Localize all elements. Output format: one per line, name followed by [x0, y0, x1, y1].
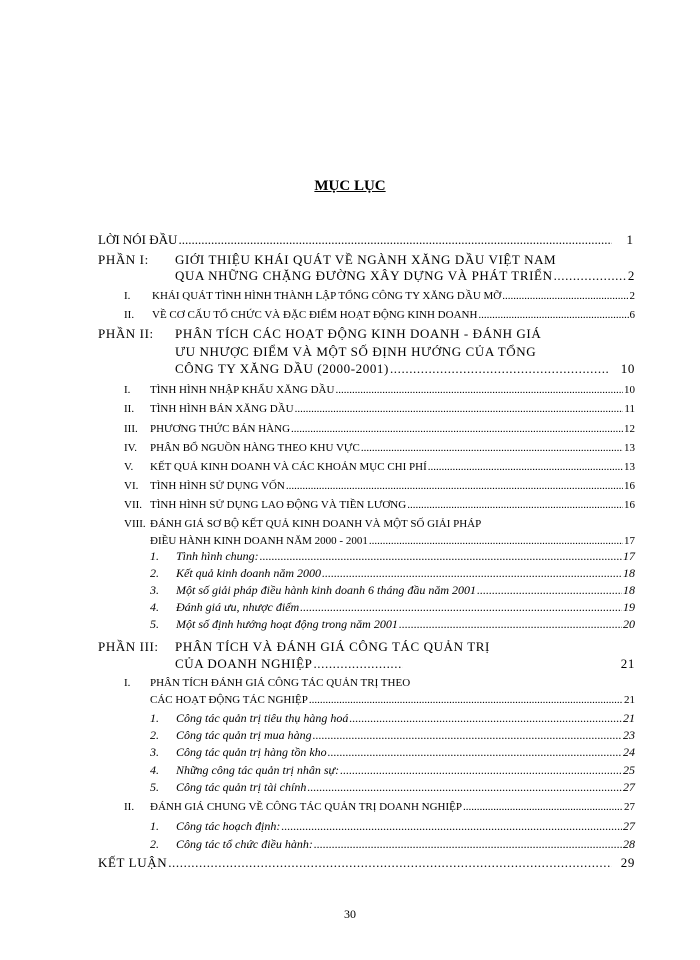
toc-entry-number: 4.: [150, 600, 159, 614]
toc-subentry[interactable]: [150, 712, 635, 724]
toc-entry-label: QUA NHỮNG CHẶNG ĐƯỜNG XÂY DỰNG VÀ PHÁT TRIỂN: [175, 268, 553, 283]
toc-entry-label: Một số giải pháp điều hành kinh doanh 6 tháng đầu năm 2001: [176, 583, 476, 597]
dot-leader: [340, 764, 622, 776]
toc-entry-page: 27: [624, 801, 635, 813]
dot-leader: [478, 310, 628, 321]
dot-leader: [428, 462, 623, 473]
toc-entry-page: 6: [629, 309, 635, 321]
toc-entry-label: Một số định hướng hoạt động trong năm 2001: [176, 617, 398, 631]
dot-leader: [291, 424, 623, 435]
toc-subentry[interactable]: [150, 601, 635, 613]
dot-leader: [322, 567, 622, 579]
toc-entry[interactable]: [124, 481, 635, 492]
part-title-line: ƯU NHƯỢC ĐIỂM VÀ MỘT SỐ ĐỊNH HƯỚNG CỦA TỔNG: [175, 344, 537, 359]
toc-entry-page: 10: [624, 384, 635, 396]
toc-entry-page: 13: [624, 461, 635, 473]
toc-subentry[interactable]: [150, 584, 635, 596]
part-number: PHẦN I:: [98, 252, 149, 267]
toc-subentry[interactable]: [150, 781, 635, 793]
toc-entry-number: V.: [124, 461, 134, 473]
toc-entry-number: 2.: [150, 566, 159, 580]
toc-entry-page: 18: [623, 583, 635, 597]
dot-leader: [307, 781, 622, 793]
toc-entry-ket-luan[interactable]: [98, 856, 635, 869]
toc-entry-number: 2.: [150, 837, 159, 851]
toc-entry-page: 29: [620, 855, 635, 870]
toc-subentry[interactable]: [150, 550, 635, 562]
toc-entry-label: TÌNH HÌNH SỬ DỤNG VỐN: [150, 480, 285, 492]
part-title-line: GIỚI THIỆU KHÁI QUÁT VỀ NGÀNH XĂNG DẦU VIỆT NAM: [175, 252, 557, 267]
toc-entry-phan-1[interactable]: [175, 269, 635, 282]
toc-entry-label: Công tác quản trị hàng tồn kho: [176, 745, 327, 759]
toc-entry-page: 12: [624, 423, 635, 435]
toc-entry-label: TÌNH HÌNH SỬ DỤNG LAO ĐỘNG VÀ TIỀN LƯƠNG: [150, 499, 407, 511]
toc-entry-page: 25: [623, 763, 635, 777]
toc-entry-page: 11: [624, 403, 635, 415]
part-title-line: PHÂN TÍCH VÀ ĐÁNH GIÁ CÔNG TÁC QUẢN TRỊ: [175, 639, 490, 654]
toc-entry-label: Tình hình chung:: [176, 549, 259, 563]
toc-entry[interactable]: [124, 462, 635, 473]
dot-leader: [407, 500, 623, 511]
page-number: 30: [344, 907, 356, 921]
dot-leader: [286, 481, 623, 492]
toc-entry-page: 19: [623, 600, 635, 614]
toc-entry-label: PHƯƠNG THỨC BÁN HÀNG: [150, 423, 291, 435]
dot-leader: [390, 362, 610, 375]
toc-entry-number: I.: [124, 677, 131, 689]
toc-entry-number: II.: [124, 309, 135, 321]
toc-entry-page: 27: [623, 780, 635, 794]
toc-entry-label: Công tác quản trị mua hàng: [176, 728, 312, 742]
toc-entry-number: 1.: [150, 711, 159, 725]
toc-entry-label: Những công tác quản trị nhân sự:: [176, 763, 340, 777]
toc-entry-label: PHÂN BỔ NGUỒN HÀNG THEO KHU VỰC: [150, 442, 360, 454]
toc-entry[interactable]: [124, 443, 635, 454]
toc-entry-label: LỜI NÓI ĐẦU: [98, 232, 178, 247]
dot-leader: [554, 269, 627, 282]
toc-entry-label: PHÂN TÍCH ĐÁNH GIÁ CÔNG TÁC QUẢN TRỊ THEO: [150, 677, 411, 689]
toc-entry-page: 10: [620, 361, 635, 376]
dot-leader: [399, 618, 622, 630]
toc-entry-label: Công tác hoạch định:: [176, 819, 281, 833]
toc-entry-page: 23: [623, 728, 635, 742]
dot-leader: [309, 695, 623, 706]
toc-entry-number: 2.: [150, 728, 159, 742]
toc-entry-label: Đánh giá ưu, nhược điểm: [176, 600, 300, 614]
toc-entry-label: KHÁI QUÁT TÌNH HÌNH THÀNH LẬP TỔNG CÔNG TY XĂNG DẦU MỠ: [152, 290, 502, 302]
toc-entry-page: 21: [623, 711, 635, 725]
toc-entry-page: 21: [624, 694, 635, 706]
toc-entry-number: 3.: [150, 745, 159, 759]
dot-leader: [178, 233, 612, 246]
page-title: MỤC LỤC: [314, 178, 386, 194]
toc-entry-page: 20: [623, 617, 635, 631]
toc-entry-number: II.: [124, 801, 135, 813]
toc-entry-label: Công tác quản trị tiêu thụ hàng hoá: [176, 711, 349, 725]
toc-entry-number: VII.: [124, 499, 143, 511]
toc-entry-number: 5.: [150, 780, 159, 794]
toc-entry-label: ĐÁNH GIÁ SƠ BỘ KẾT QUẢ KINH DOANH VÀ MỘT SỐ GIẢI PHÁP: [150, 518, 482, 530]
toc-entry-phan-2[interactable]: [175, 362, 635, 375]
dot-leader: [300, 601, 622, 613]
toc-entry-page: 1: [626, 232, 633, 247]
toc-entry-page: 16: [624, 499, 635, 511]
toc-entry-number: 5.: [150, 617, 159, 631]
toc-entry-label: CỦA DOANH NGHIỆP: [175, 656, 313, 671]
toc-entry-number: 3.: [150, 583, 159, 597]
toc-entry-label: VỀ CƠ CẤU TỔ CHỨC VÀ ĐẶC ĐIỂM HOẠT ĐỘNG KINH DOANH: [152, 309, 478, 321]
toc-entry[interactable]: [150, 695, 635, 706]
toc-entry[interactable]: [124, 802, 635, 813]
toc-subentry[interactable]: [150, 729, 635, 741]
toc-entry-number: III.: [124, 423, 138, 435]
toc-entry-label: CÁC HOẠT ĐỘNG TÁC NGHIỆP: [150, 694, 308, 706]
toc-entry-label: TÌNH HÌNH NHẬP KHẨU XĂNG DẦU: [150, 384, 335, 396]
toc-subentry[interactable]: [150, 746, 635, 758]
toc-entry-page: 27: [623, 819, 635, 833]
toc-subentry[interactable]: [150, 567, 635, 579]
dot-leader: [328, 746, 622, 758]
toc-entry-number: I.: [124, 384, 131, 396]
toc-entry-viii[interactable]: [150, 536, 635, 547]
toc-entry-page: 17: [624, 535, 635, 547]
toc-entry[interactable]: [124, 310, 635, 321]
toc-entry[interactable]: [124, 291, 635, 302]
part-number: PHẦN II:: [98, 326, 154, 341]
toc-entry-number: 1.: [150, 549, 159, 563]
toc-entry-label: KẾT LUẬN: [98, 855, 168, 870]
toc-entry-number: 1.: [150, 819, 159, 833]
toc-entry-label: ĐIỀU HÀNH KINH DOANH NĂM 2000 - 2001: [150, 535, 368, 547]
dot-leader: [295, 404, 624, 415]
toc-entry-loi-noi-dau[interactable]: [98, 233, 633, 246]
toc-entry-page: 2: [627, 268, 635, 283]
toc-entry[interactable]: [124, 424, 635, 435]
part-title-line: PHÂN TÍCH CÁC HOẠT ĐỘNG KINH DOANH - ĐÁNH GIÁ: [175, 326, 542, 341]
toc-entry-number: IV.: [124, 442, 137, 454]
dot-leader: [314, 838, 622, 850]
toc-entry-label: ĐÁNH GIÁ CHUNG VỀ CÔNG TÁC QUẢN TRỊ DOANH NGHIỆP: [150, 801, 462, 813]
dot-leader: [477, 584, 622, 596]
dot-leader: [313, 657, 403, 670]
toc-subentry[interactable]: [150, 838, 635, 850]
toc-subentry[interactable]: [150, 764, 635, 776]
toc-entry[interactable]: [124, 404, 635, 415]
toc-entry-number: I.: [124, 290, 131, 302]
dot-leader: [502, 291, 628, 302]
toc-entry[interactable]: [124, 500, 635, 511]
toc-entry-number: VIII.: [124, 518, 146, 530]
toc-entry-page: 24: [623, 745, 635, 759]
toc-entry-number: II.: [124, 403, 135, 415]
toc-entry-number: VI.: [124, 480, 139, 492]
toc-entry-label: Kết quả kinh doanh năm 2000: [176, 566, 321, 580]
toc-entry-label: TÌNH HÌNH BÁN XĂNG DẦU: [150, 403, 294, 415]
toc-entry-page: 16: [624, 480, 635, 492]
dot-leader: [281, 820, 622, 832]
toc-entry-label: KẾT QUẢ KINH DOANH VÀ CÁC KHOẢN MỤC CHI PHÍ: [150, 461, 427, 473]
dot-leader: [361, 443, 623, 454]
toc-entry-page: 18: [623, 566, 635, 580]
toc-entry-phan-3[interactable]: [175, 657, 635, 670]
toc-entry-page: 21: [620, 656, 635, 671]
toc-subentry[interactable]: [150, 618, 635, 630]
toc-entry-label: Công tác tổ chức điều hành:: [176, 837, 313, 851]
toc-entry-number: 4.: [150, 763, 159, 777]
dot-leader: [168, 856, 612, 869]
part-number: PHẦN III:: [98, 639, 159, 654]
dot-leader: [260, 550, 622, 562]
dot-leader: [335, 385, 623, 396]
dot-leader: [313, 729, 622, 741]
toc-subentry[interactable]: [150, 820, 635, 832]
toc-entry-label: Công tác quản trị tài chính: [176, 780, 307, 794]
toc-entry-page: 2: [629, 290, 635, 302]
dot-leader: [349, 712, 622, 724]
dot-leader: [463, 802, 623, 813]
toc-entry-page: 17: [623, 549, 635, 563]
toc-entry-page: 13: [624, 442, 635, 454]
toc-entry-label: CÔNG TY XĂNG DẦU (2000-2001): [175, 361, 389, 376]
toc-entry[interactable]: [124, 385, 635, 396]
toc-entry-page: 28: [623, 837, 635, 851]
dot-leader: [369, 536, 623, 547]
